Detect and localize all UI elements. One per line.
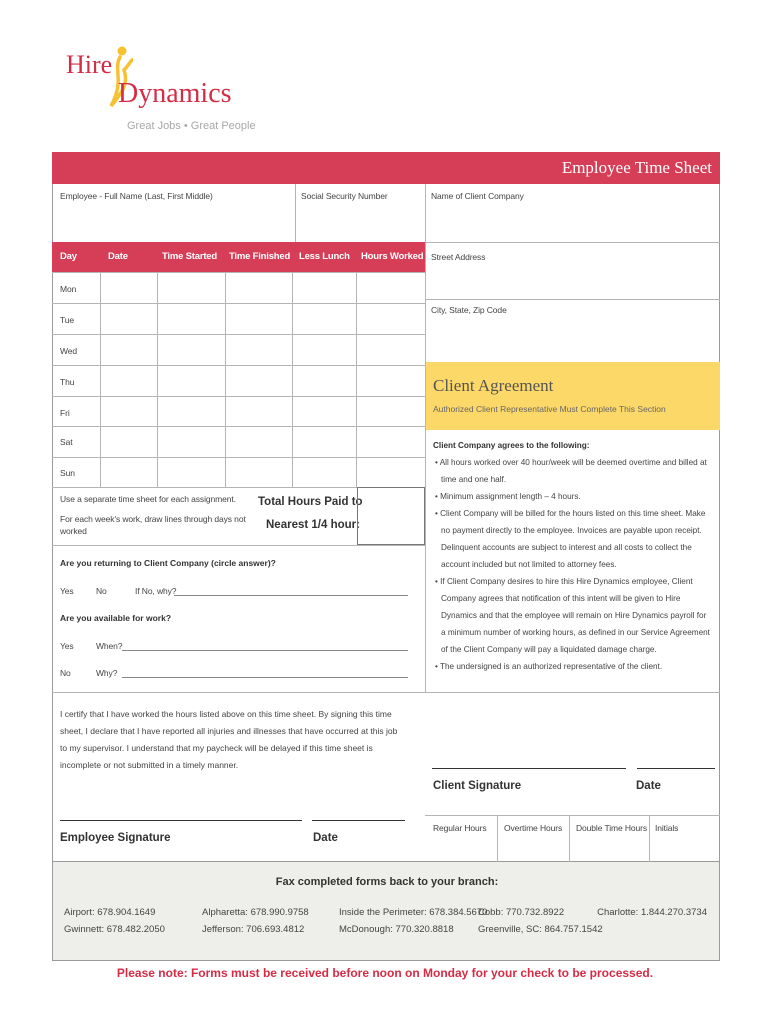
agreement-item-hire: • If Client Company desires to hire this Hire Dynamics employee, Client Company agrees that notification of this intent will be given to Hire Dynamics and that the employee will remain on Hire Dynamics payroll for a minimum number of working hours, as defined in our Service Agreement of the Client Company will pay a liquidated damage charge. <box>435 577 710 654</box>
client-agreement-title: Client Agreement <box>433 376 554 395</box>
client-signature-line[interactable] <box>432 768 626 769</box>
day-row-thu: Thu <box>60 377 75 387</box>
header-time-started: Time Started <box>162 251 217 262</box>
agreement-item-authorized: • The undersigned is an authorized representative of the client. <box>435 662 663 671</box>
header-time-finished: Time Finished <box>229 251 291 262</box>
returning-yes[interactable]: Yes <box>60 586 74 596</box>
why-label: Why? <box>96 668 118 678</box>
if-no-why-label: If No, why? <box>135 586 177 596</box>
employee-date-label: Date <box>313 832 338 844</box>
form-title: Employee Time Sheet <box>561 158 712 177</box>
total-hours-label-1: Total Hours Paid to <box>258 496 363 508</box>
when-label: When? <box>96 641 123 651</box>
day-row-sat: Sat <box>60 437 73 447</box>
day-row-mon: Mon <box>60 284 77 294</box>
client-company-field[interactable] <box>429 205 717 239</box>
day-row-sun: Sun <box>60 468 75 478</box>
returning-question: Are you returning to Client Company (circle answer)? <box>60 558 276 568</box>
agreement-item-overtime: • All hours worked over 40 hour/week will be deemed overtime and billed at time and one half. <box>435 458 707 484</box>
draw-lines-note-1: For each week's work, draw lines through days not <box>60 514 246 524</box>
employee-signature-label: Employee Signature <box>60 832 171 844</box>
agreement-item-billing: • Client Company will be billed for the hours listed on this time sheet. Make no payment directly to the employee. Invoices are payable upon receipt. Delinquent accounts are subject to interest and all costs to collect the account included but not limited to attorney fees. <box>435 509 706 569</box>
client-signature-label: Client Signature <box>433 780 522 792</box>
certification-text: I certify that I have worked the hours listed above on this time sheet. By signing this time sheet, I declare that I have reported all injuries and illnesses that have occurred at this job to my supervisor. I understand that my paycheck will be delayed if this time sheet is incomplete or not submitted in a timely manner. <box>60 709 398 770</box>
title-band <box>52 152 720 184</box>
branch-gwinnett: Gwinnett: 678.482.2050 <box>64 924 165 935</box>
footer-note: Please note: Forms must be received before noon on Monday for your check to be processed. <box>116 966 654 980</box>
separate-sheet-note: Use a separate time sheet for each assignment. <box>60 494 236 504</box>
client-agreement-subtitle: Authorized Client Representative Must Complete This Section <box>433 404 666 414</box>
header-hours-worked: Hours Worked <box>361 251 424 262</box>
double-time-hours-box[interactable]: Double Time Hours <box>576 823 648 833</box>
logo-tagline: Great Jobs • Great People <box>127 120 256 132</box>
employee-date-line[interactable] <box>312 820 405 821</box>
draw-lines-note-2: worked <box>60 526 87 536</box>
street-address-label: Street Address <box>431 252 486 262</box>
if-no-why-field[interactable] <box>174 595 408 596</box>
employee-name-field[interactable] <box>58 205 290 239</box>
client-company-label: Name of Client Company <box>431 191 524 201</box>
day-row-wed: Wed <box>60 346 78 356</box>
branch-airport: Airport: 678.904.1649 <box>64 907 156 918</box>
time-table-header <box>52 242 425 272</box>
branch-mcdonough: McDonough: 770.320.8818 <box>339 924 454 935</box>
returning-no[interactable]: No <box>96 586 107 596</box>
employee-signature-line[interactable] <box>60 820 302 821</box>
available-question: Are you available for work? <box>60 613 172 623</box>
header-day: Day <box>60 251 77 262</box>
street-address-field[interactable] <box>429 265 717 297</box>
logo-word-hire: Hire <box>66 50 113 79</box>
agreement-terms <box>433 437 713 675</box>
employee-name-label: Employee - Full Name (Last, First Middle) <box>60 191 213 201</box>
agreement-item-minimum: • Minimum assignment length – 4 hours. <box>435 492 581 501</box>
client-agreement-band <box>426 362 720 430</box>
regular-hours-box[interactable]: Regular Hours <box>433 823 487 833</box>
branch-greenville: Greenville, SC: 864.757.1542 <box>478 924 603 935</box>
available-yes[interactable]: Yes <box>60 641 74 651</box>
ssn-label: Social Security Number <box>301 191 388 201</box>
total-hours-box[interactable] <box>357 487 425 545</box>
branch-jefferson: Jefferson: 706.693.4812 <box>202 924 305 935</box>
overtime-hours-box[interactable]: Overtime Hours <box>504 823 563 833</box>
city-state-zip-label: City, State, Zip Code <box>431 305 507 315</box>
why-field[interactable] <box>122 677 408 678</box>
client-date-line[interactable] <box>637 768 715 769</box>
available-no[interactable]: No <box>60 668 71 678</box>
total-hours-label-2: Nearest 1/4 hour: <box>266 519 360 531</box>
logo-word-dynamics: Dynamics <box>118 78 232 109</box>
branch-inside-perimeter: Inside the Perimeter: 678.384.5670 <box>339 907 488 918</box>
city-state-zip-field[interactable] <box>429 318 717 358</box>
header-less-lunch: Less Lunch <box>299 251 350 262</box>
fax-title: Fax completed forms back to your branch: <box>275 876 499 888</box>
branch-charlotte: Charlotte: 1.844.270.3734 <box>597 907 707 918</box>
day-row-tue: Tue <box>60 315 75 325</box>
ssn-field[interactable] <box>299 205 421 239</box>
branch-cobb: Cobb: 770.732.8922 <box>478 907 565 918</box>
initials-box[interactable]: Initials <box>655 823 679 833</box>
agreement-heading: Client Company agrees to the following: <box>433 441 590 450</box>
branch-alpharetta: Alpharetta: 678.990.9758 <box>202 907 309 918</box>
day-row-fri: Fri <box>60 408 70 418</box>
fax-section <box>52 862 720 961</box>
when-field[interactable] <box>122 650 408 651</box>
client-date-label: Date <box>636 780 661 792</box>
header-date: Date <box>108 251 128 262</box>
